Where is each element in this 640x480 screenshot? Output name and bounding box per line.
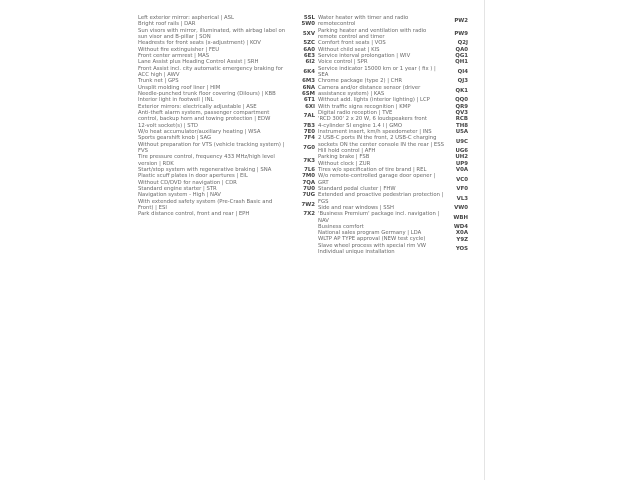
option-code: 7L6 bbox=[304, 167, 315, 174]
option-code: 5SL bbox=[303, 15, 315, 22]
option-code: UH2 bbox=[455, 154, 468, 161]
options-list-left bbox=[138, 15, 315, 218]
option-description: Without preparation for VTS (vehicle tracking system) | FVS bbox=[138, 141, 285, 154]
option-description: Slave wheel process with special rim VW Individual unique installation bbox=[318, 242, 426, 256]
option-code: 6XI bbox=[305, 103, 315, 110]
option-description: Park distance control, front and rear | EPH bbox=[138, 211, 250, 218]
option-code: 7UG bbox=[302, 192, 315, 199]
option-code: 7E0 bbox=[303, 129, 315, 136]
option-row bbox=[318, 173, 468, 186]
option-description: Water heater with timer and radio remotecontrol bbox=[318, 15, 409, 28]
option-code: 7M0 bbox=[302, 173, 315, 180]
option-code: 7X2 bbox=[303, 211, 315, 218]
option-code: 7G0 bbox=[303, 144, 315, 151]
option-code: QQ0 bbox=[455, 97, 468, 104]
option-code: 6A0 bbox=[303, 46, 315, 53]
option-code: QH1 bbox=[455, 59, 468, 66]
option-description: WLTP AP TYPE approval (NEW test cycle) bbox=[318, 236, 426, 243]
option-code: 5ZC bbox=[303, 40, 315, 47]
option-description: Comfort front seats | VOS bbox=[318, 40, 386, 47]
option-code: 5XV bbox=[302, 30, 315, 37]
option-description: W/o remote-controlled garage door opener | GRT bbox=[318, 173, 436, 186]
option-row bbox=[138, 28, 315, 41]
option-row bbox=[318, 15, 468, 28]
option-description: Without clock | ZUR bbox=[318, 160, 371, 167]
option-description: Service interval prolongation | WIV bbox=[318, 52, 411, 59]
option-row bbox=[138, 142, 315, 155]
option-code: QI4 bbox=[457, 68, 468, 75]
option-description: Interior light in footwell | INL bbox=[138, 97, 214, 104]
option-description: Front Assist incl. city automatic emergency braking for ACC high | AWV bbox=[138, 65, 284, 78]
option-code: QV3 bbox=[455, 110, 468, 117]
option-code: 7U0 bbox=[303, 186, 315, 193]
option-code: 6NA bbox=[302, 84, 315, 91]
option-row bbox=[318, 28, 468, 41]
option-description: Plastic scuff plates in door apertures | EIL bbox=[138, 173, 248, 180]
option-description: Without child seat | KIS bbox=[318, 46, 380, 53]
option-description: National sales program Germany | LDA bbox=[318, 230, 422, 237]
option-description: Chrome package (type 2) | CHR bbox=[318, 78, 403, 85]
option-code: Q2J bbox=[457, 40, 468, 47]
option-code: 6E3 bbox=[303, 53, 315, 60]
option-code: 7B3 bbox=[303, 122, 315, 129]
option-code: VL3 bbox=[456, 195, 468, 202]
option-code: 6M3 bbox=[302, 78, 315, 85]
option-row bbox=[318, 211, 468, 224]
option-code: 7K3 bbox=[303, 157, 315, 164]
option-code: U5A bbox=[455, 129, 468, 136]
option-description: Standard engine starter | STR bbox=[138, 185, 217, 192]
option-description: 'RCD 300' 2 x 20 W, 6 loudspeakers front bbox=[318, 116, 427, 123]
option-row bbox=[318, 85, 468, 98]
option-description: With extended safety system (Pre-Crash Basic and Front) | ESI bbox=[138, 198, 273, 211]
option-description: Trunk net | GPS bbox=[138, 78, 179, 85]
option-row bbox=[138, 154, 315, 167]
option-description: Lane Assist plus Heading Control Assist | SRH bbox=[138, 59, 259, 66]
page-edge-line bbox=[484, 0, 485, 480]
option-description: Headrests for front seats (x-adjustment) | KOV bbox=[138, 40, 261, 47]
option-description: Voice control | SPR bbox=[318, 59, 368, 66]
option-code: V0A bbox=[455, 167, 468, 174]
option-code: WBH bbox=[453, 214, 468, 221]
option-description: Business comfort bbox=[318, 223, 364, 230]
option-description: Tire pressure control, frequency 433 MHz/high level version | RDK bbox=[138, 154, 275, 167]
option-description: 4-cylinder SI engine 1.4 l | GMO bbox=[318, 122, 403, 129]
option-row bbox=[318, 243, 468, 256]
option-code: 7F4 bbox=[303, 135, 315, 142]
option-description: Service indicator 15000 km or 1 year ( fix ) | SEA bbox=[318, 65, 436, 78]
option-description: Digital radio reception | TVE bbox=[318, 109, 393, 116]
option-row bbox=[138, 211, 315, 217]
option-code: 7QA bbox=[302, 179, 315, 186]
option-description: Instrument insert, km/h speedometer | INS bbox=[318, 128, 432, 135]
options-list-right bbox=[318, 15, 468, 255]
option-code: VC0 bbox=[456, 176, 468, 183]
option-code: X0A bbox=[455, 230, 468, 237]
option-code: 7AL bbox=[303, 113, 315, 120]
option-code: PW2 bbox=[454, 18, 468, 25]
option-code: TH8 bbox=[456, 122, 468, 129]
option-code: Y9Z bbox=[456, 236, 468, 243]
option-code: QK1 bbox=[455, 87, 468, 94]
option-code: 7W2 bbox=[301, 201, 315, 208]
option-code: QG1 bbox=[455, 53, 468, 60]
option-code: 6SM bbox=[302, 91, 315, 98]
option-code: 6K4 bbox=[303, 68, 315, 75]
option-row bbox=[138, 66, 315, 79]
option-description: Bright roof rails | DAR bbox=[138, 21, 196, 28]
option-description: 12-volt socket(s) | STD bbox=[138, 122, 198, 129]
option-code: QJ3 bbox=[457, 78, 468, 85]
option-description: 'Business Premium' package incl. navigation | NAV bbox=[318, 211, 440, 224]
option-row bbox=[318, 135, 468, 148]
option-description: Extended and proactive pedestrian protection | FGS bbox=[318, 192, 444, 205]
option-code: 6I2 bbox=[305, 59, 315, 66]
option-code: WD4 bbox=[453, 223, 468, 230]
option-code: U9C bbox=[455, 138, 468, 145]
option-code: 5W0 bbox=[301, 21, 315, 28]
option-description: Camera and/or distance sensor (driver assistance system) | KAS bbox=[318, 84, 421, 97]
option-description: Anti-theft alarm system, passenger compartment control, backup horn and towing protection | EDW bbox=[138, 109, 271, 123]
option-description: Navigation system - High | NAV bbox=[138, 192, 221, 199]
option-description: Side and rear windows | SSH bbox=[318, 204, 394, 211]
option-code: YOS bbox=[455, 246, 468, 253]
option-description: Sun visors with mirror, illuminated, with airbag label on sun visor and B-pillar | SON bbox=[138, 27, 286, 40]
option-description: Exterior mirrors: electrically adjustable | ASE bbox=[138, 103, 257, 110]
option-description: Parking heater and ventilation with radio remote control and timer bbox=[318, 27, 427, 40]
option-code: PW9 bbox=[454, 30, 468, 37]
option-row bbox=[138, 199, 315, 212]
option-description: Parking brake | FSB bbox=[318, 154, 370, 161]
option-description: Without add. lights (interior lighting) | LCP bbox=[318, 97, 430, 104]
option-row bbox=[318, 66, 468, 79]
option-row bbox=[318, 192, 468, 205]
option-code: 6T1 bbox=[303, 97, 315, 104]
option-description: Start/stop system with regenerative braking | SNA bbox=[138, 166, 272, 173]
option-code: RCB bbox=[455, 116, 468, 123]
option-code: QR9 bbox=[455, 103, 468, 110]
option-description: Front center armrest | MAS bbox=[138, 52, 210, 59]
option-description: Without CD/DVD for navigation | CDR bbox=[138, 179, 237, 186]
option-description: Left exterior mirror: aspherical | ASL bbox=[138, 15, 234, 21]
option-description: Standard pedal cluster | FHW bbox=[318, 185, 396, 192]
option-description: Hill hold control | AFH bbox=[318, 147, 376, 154]
option-description: Without fire extinguisher | FEU bbox=[138, 46, 220, 53]
option-description: Tires w/o specification of tire brand | REL bbox=[318, 166, 427, 173]
option-code: QA0 bbox=[455, 46, 468, 53]
option-description: 2 USB-C ports IN the front, 2 USB-C charging sockets ON the center console IN the rear | ESS bbox=[318, 135, 444, 148]
option-description: Sports gearshift knob | SAG bbox=[138, 135, 212, 142]
option-description: Unsplit molding roof liner | HIM bbox=[138, 84, 221, 91]
option-row bbox=[138, 110, 315, 123]
option-description: W/o heat accumulator/auxiliary heating | WSA bbox=[138, 128, 261, 135]
option-description: Needle-punched trunk floor covering (Dilours) | KBB bbox=[138, 90, 276, 97]
option-code: UG6 bbox=[455, 148, 468, 155]
option-code: UP9 bbox=[455, 160, 468, 167]
option-description: With traffic signs recognition | KMP bbox=[318, 103, 411, 110]
option-code: VF0 bbox=[456, 186, 468, 193]
option-code: VW0 bbox=[454, 205, 468, 211]
